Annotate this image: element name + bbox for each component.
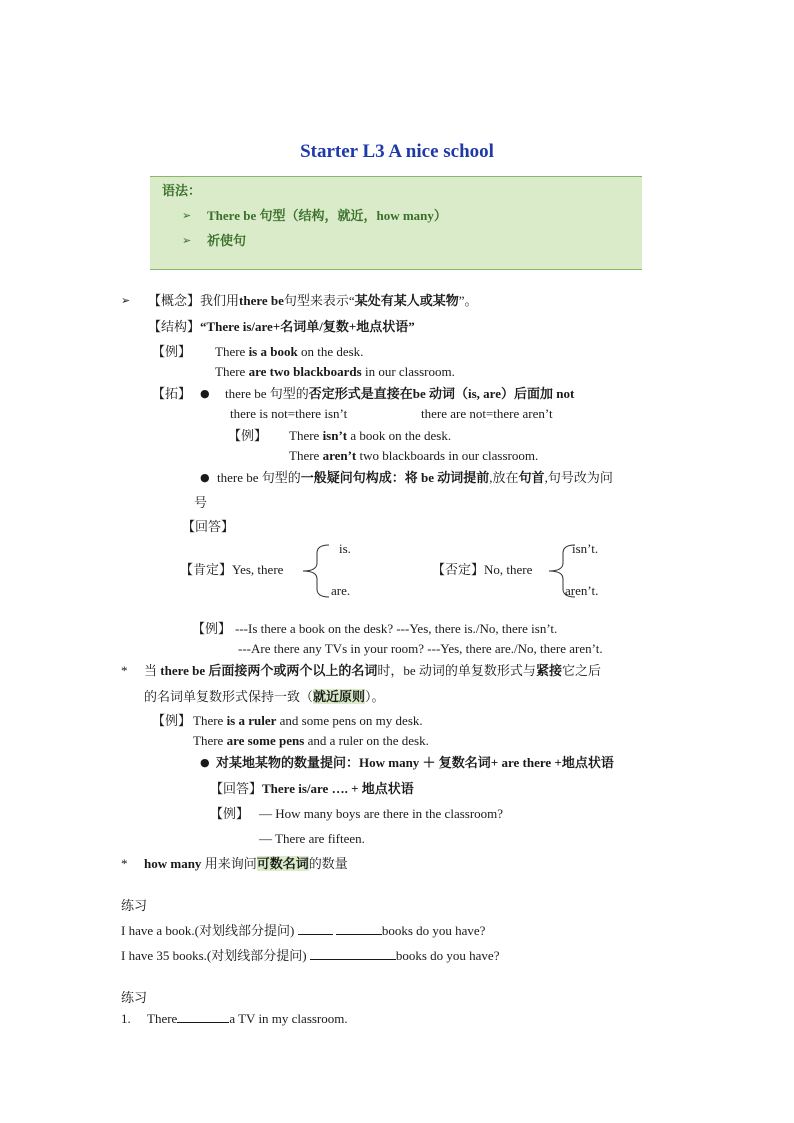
arrow-bullet-icon: ➢: [182, 234, 192, 247]
example-label: 【例】: [152, 713, 192, 728]
how-many-rule: 对某地某物的数量提问：How many ＋ 复数名词+ are there +地点状语: [216, 755, 614, 770]
answer-label: 【回答】: [182, 519, 235, 534]
practice-question: 1. There a TV in my classroom.: [121, 1011, 348, 1026]
example-sentence: There are two blackboards in our classroom.: [215, 364, 455, 379]
negative-form: there is not=there isn’t: [230, 406, 348, 421]
extend-label: 【拓】: [152, 386, 192, 401]
example-dialogue: ---Is there a book on the desk? ---Yes, there is./No, there isn’t.: [235, 621, 558, 636]
example-sentence: There are some pens and a ruler on the desk.: [193, 733, 429, 748]
star-bullet-icon: *: [121, 856, 128, 871]
practice-heading: 练习: [121, 990, 148, 1005]
how-many-answer: 【回答】There is/are …. + 地点状语: [210, 781, 414, 796]
example-label: 【例】: [192, 621, 232, 636]
bullet-dot-icon: ●: [200, 756, 210, 769]
question-rule: there be 句型的一般疑问句构成：将 be 动词提前,放在句首,句号改为问: [217, 470, 613, 485]
brace-icon: [299, 543, 331, 599]
proximity-rule: 当 there be 后面接两个或两个以上的名词时，be 动词的单复数形式与紧接它之后: [144, 663, 601, 678]
positive-is: is.: [339, 541, 351, 556]
example-dialogue: — How many boys are there in the classroom?: [259, 806, 504, 821]
bullet-dot-icon: ●: [200, 387, 210, 400]
example-label: 【例】: [210, 806, 250, 821]
practice-question: I have a book.(对划线部分提问) books do you have?: [121, 923, 486, 938]
grammar-item-imperative: 祈使句: [207, 233, 247, 248]
negative-rule: there be 句型的否定形式是直接在be 动词（is, are）后面加 not: [225, 386, 575, 401]
negative-isnt: isn’t.: [572, 541, 599, 556]
question-rule-cont: 号: [194, 495, 208, 510]
page-title: Starter L3 A nice school: [300, 141, 494, 162]
example-sentence: There isn’t a book on the desk.: [289, 428, 452, 443]
concept-line: 【概念】我们用there be句型来表示“某处有某人或某物”。: [148, 293, 478, 308]
example-dialogue: ---Are there any TVs in your room? ---Yes, there are./No, there aren’t.: [238, 641, 603, 656]
structure-line: 【结构】“There is/are+名词单/复数+地点状语”: [148, 319, 415, 334]
grammar-heading: 语法：: [162, 183, 202, 198]
proximity-rule-cont: 的名词单复数形式保持一致（就近原则）。: [144, 689, 385, 704]
positive-answer: 【肯定】Yes, there: [180, 562, 284, 577]
star-bullet-icon: *: [121, 663, 128, 678]
example-sentence: There is a ruler and some pens on my desk.: [193, 713, 423, 728]
answer-blank[interactable]: [336, 922, 382, 935]
example-label: 【例】: [152, 344, 192, 359]
answer-blank[interactable]: [298, 922, 333, 935]
example-sentence: There is a book on the desk.: [215, 344, 364, 359]
example-dialogue: — There are fifteen.: [259, 831, 365, 846]
grammar-item-there-be: There be 句型（结构，就近，how many）: [207, 208, 447, 223]
how-many-note: how many 用来询问可数名词的数量: [144, 856, 348, 871]
practice-heading: 练习: [121, 898, 148, 913]
answer-blank[interactable]: [310, 947, 396, 960]
arrow-bullet-icon: ➢: [182, 209, 192, 222]
negative-arent: aren’t.: [565, 583, 599, 598]
arrow-bullet-icon: ➢: [121, 294, 131, 307]
practice-question: I have 35 books.(对划线部分提问) books do you have?: [121, 948, 500, 963]
positive-are: are.: [331, 583, 351, 598]
negative-answer: 【否定】No, there: [432, 562, 533, 577]
example-sentence: There aren’t two blackboards in our classroom.: [289, 448, 539, 463]
negative-form: there are not=there aren’t: [421, 406, 553, 421]
answer-blank[interactable]: [177, 1010, 229, 1023]
bullet-dot-icon: ●: [200, 471, 210, 484]
example-label: 【例】: [228, 428, 268, 443]
